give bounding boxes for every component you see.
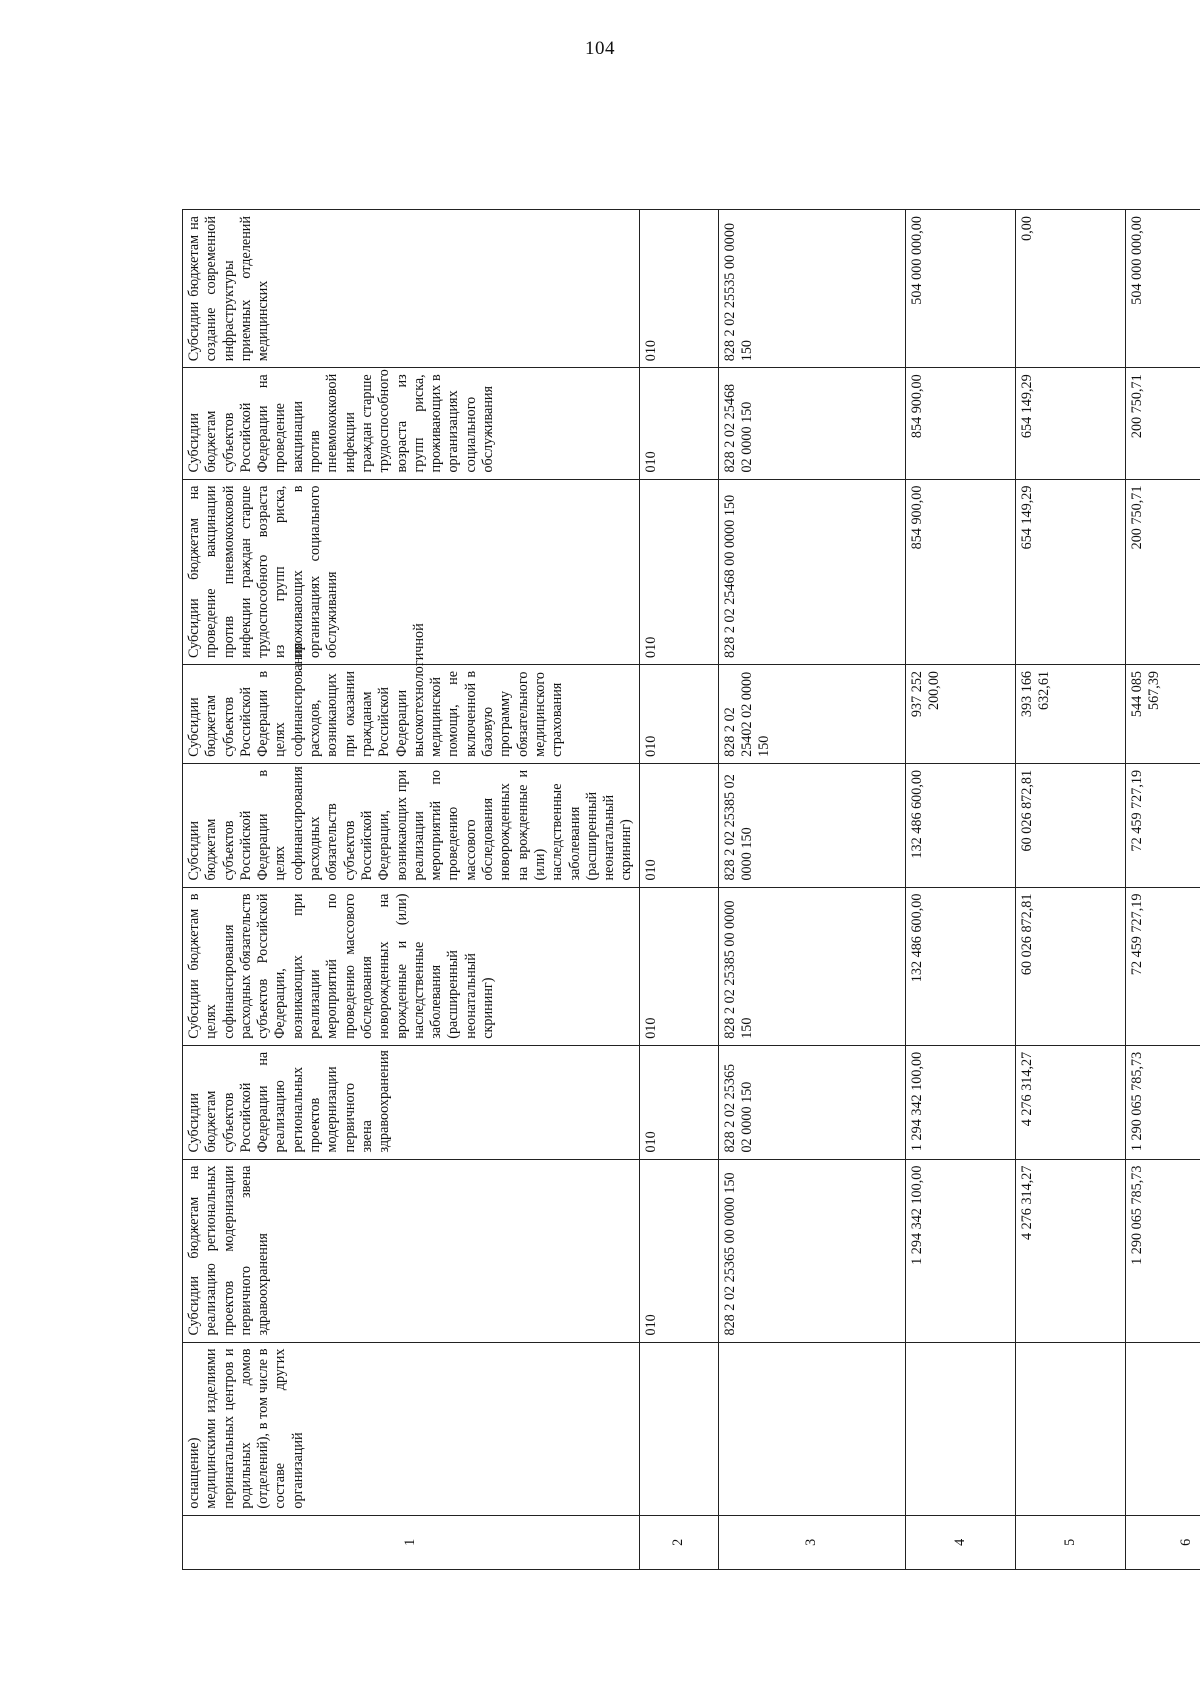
table-cell: 010 bbox=[639, 368, 718, 479]
table-cell: 393 166 632,61 bbox=[1015, 664, 1125, 763]
table-cell: 854 900,00 bbox=[905, 479, 1015, 664]
column-header-3: 3 bbox=[718, 1515, 905, 1569]
table-cell: 828 2 02 25385 00 0000 150 bbox=[718, 887, 905, 1045]
rotated-report-table bbox=[182, 110, 1195, 1570]
column-header-5: 5 bbox=[1015, 1515, 1125, 1569]
table-cell: 654 149,29 bbox=[1015, 479, 1125, 664]
table-cell: Субсидии бюджетам на создание современной инфраструктуры приемных отделений медицинских bbox=[183, 210, 640, 368]
table-cell: 132 486 600,00 bbox=[905, 763, 1015, 887]
table-cell: 200 750,71 bbox=[1125, 479, 1200, 664]
table-cell: 1 294 342 100,00 bbox=[905, 1159, 1015, 1342]
table-cell: Субсидии бюджетам на проведение вакцинации против пневмококковой инфекции граждан старше трудоспособного возраста из групп риска, проживающих в организациях социального обслуживания bbox=[183, 479, 640, 664]
field-band-4 bbox=[905, 111, 1015, 1570]
table-cell: 010 bbox=[639, 479, 718, 664]
page-number: 104 bbox=[585, 38, 615, 59]
table-cell: 828 2 02 25535 00 0000 150 bbox=[718, 210, 905, 368]
table-cell: 828 2 02 25402 02 0000 150 bbox=[718, 664, 905, 763]
column-header-2: 2 bbox=[639, 1515, 718, 1569]
column-header-4: 4 bbox=[905, 1515, 1015, 1569]
table-cell: 010 bbox=[639, 1045, 718, 1159]
table-cell: Субсидии бюджетам субъектов Российской Федерации в целях софинансирования расходов, возникающих при оказании гражданам Российской Федерации высокотехнологичной медицинской помощи, не включенной в базовую программу обязательного медицинского страхования bbox=[183, 664, 640, 763]
table-cell: 132 486 600,00 bbox=[905, 887, 1015, 1045]
table-cell: Субсидии бюджетам субъектов Российской Федерации в целях софинансирования расходных обязательств субъектов Российской Федерации, возникающих при реализации мероприятий по проведению массового обследования новорожденных на врожденные и (или) наследственные заболевания (расширенный неонатальный скрининг) bbox=[183, 763, 640, 887]
table-cell: 010 bbox=[639, 763, 718, 887]
table-cell: 828 2 02 25365 02 0000 150 bbox=[718, 1045, 905, 1159]
table-cell: 010 bbox=[639, 887, 718, 1045]
table-cell: оснащение) медицинскими изделиями перинатальных центров и родильных домов (отделений), в том числе в составе других организаций bbox=[183, 1342, 640, 1515]
table-cell: 544 085 567,39 bbox=[1125, 664, 1200, 763]
table-cell: 854 900,00 bbox=[905, 368, 1015, 479]
table-cell: 504 000 000,00 bbox=[1125, 210, 1200, 368]
table-cell: 828 2 02 25468 00 0000 150 bbox=[718, 479, 905, 664]
table-cell: 504 000 000,00 bbox=[905, 210, 1015, 368]
table-cell: 010 bbox=[639, 664, 718, 763]
table-cell: 1 290 065 785,73 bbox=[1125, 1045, 1200, 1159]
column-header-6: 6 bbox=[1125, 1515, 1200, 1569]
field-band-3 bbox=[718, 111, 905, 1570]
table-cell: 200 750,71 bbox=[1125, 368, 1200, 479]
table-cell bbox=[1125, 1342, 1200, 1515]
field-band-1 bbox=[183, 111, 640, 1570]
table-cell: 4 276 314,27 bbox=[1015, 1159, 1125, 1342]
table-cell: 937 252 200,00 bbox=[905, 664, 1015, 763]
field-band-5 bbox=[1015, 111, 1125, 1570]
table-cell bbox=[718, 1342, 905, 1515]
field-band-6 bbox=[1125, 111, 1200, 1570]
table-cell: 72 459 727,19 bbox=[1125, 763, 1200, 887]
budget-table bbox=[182, 110, 1200, 1570]
table-cell: 4 276 314,27 bbox=[1015, 1045, 1125, 1159]
field-band-2 bbox=[639, 111, 718, 1570]
table-cell: Субсидии бюджетам субъектов Российской Федерации на реализацию региональных проектов модернизации первичного звена здравоохранения bbox=[183, 1045, 640, 1159]
column-header-1: 1 bbox=[183, 1515, 640, 1569]
table-cell: 60 026 872,81 bbox=[1015, 887, 1125, 1045]
table-cell: 60 026 872,81 bbox=[1015, 763, 1125, 887]
table-cell: 828 2 02 25385 02 0000 150 bbox=[718, 763, 905, 887]
table-cell: 828 2 02 25468 02 0000 150 bbox=[718, 368, 905, 479]
table-cell: Субсидии бюджетам субъектов Российской Федерации на проведение вакцинации против пневмококковой инфекции граждан старше трудоспособного возраста из групп риска, проживающих в организациях социального обслуживания bbox=[183, 368, 640, 479]
table-cell: 010 bbox=[639, 1159, 718, 1342]
table-cell: 010 bbox=[639, 210, 718, 368]
table-cell: 1 294 342 100,00 bbox=[905, 1045, 1015, 1159]
table-cell: 654 149,29 bbox=[1015, 368, 1125, 479]
table-cell bbox=[639, 1342, 718, 1515]
table-cell: 0,00 bbox=[1015, 210, 1125, 368]
table-cell bbox=[1015, 1342, 1125, 1515]
table-cell: 1 290 065 785,73 bbox=[1125, 1159, 1200, 1342]
table-cell bbox=[905, 1342, 1015, 1515]
table-cell: Субсидии бюджетам в целях софинансирования расходных обязательств субъектов Российской Федерации, возникающих при реализации мероприятий по проведению массового обследования новорожденных на врожденные и (или) наследственные заболевания (расширенный неонатальный скрининг) bbox=[183, 887, 640, 1045]
table-cell: Субсидии бюджетам на реализацию региональных проектов модернизации первичного звена здравоохранения bbox=[183, 1159, 640, 1342]
table-cell: 72 459 727,19 bbox=[1125, 887, 1200, 1045]
table-cell: 828 2 02 25365 00 0000 150 bbox=[718, 1159, 905, 1342]
